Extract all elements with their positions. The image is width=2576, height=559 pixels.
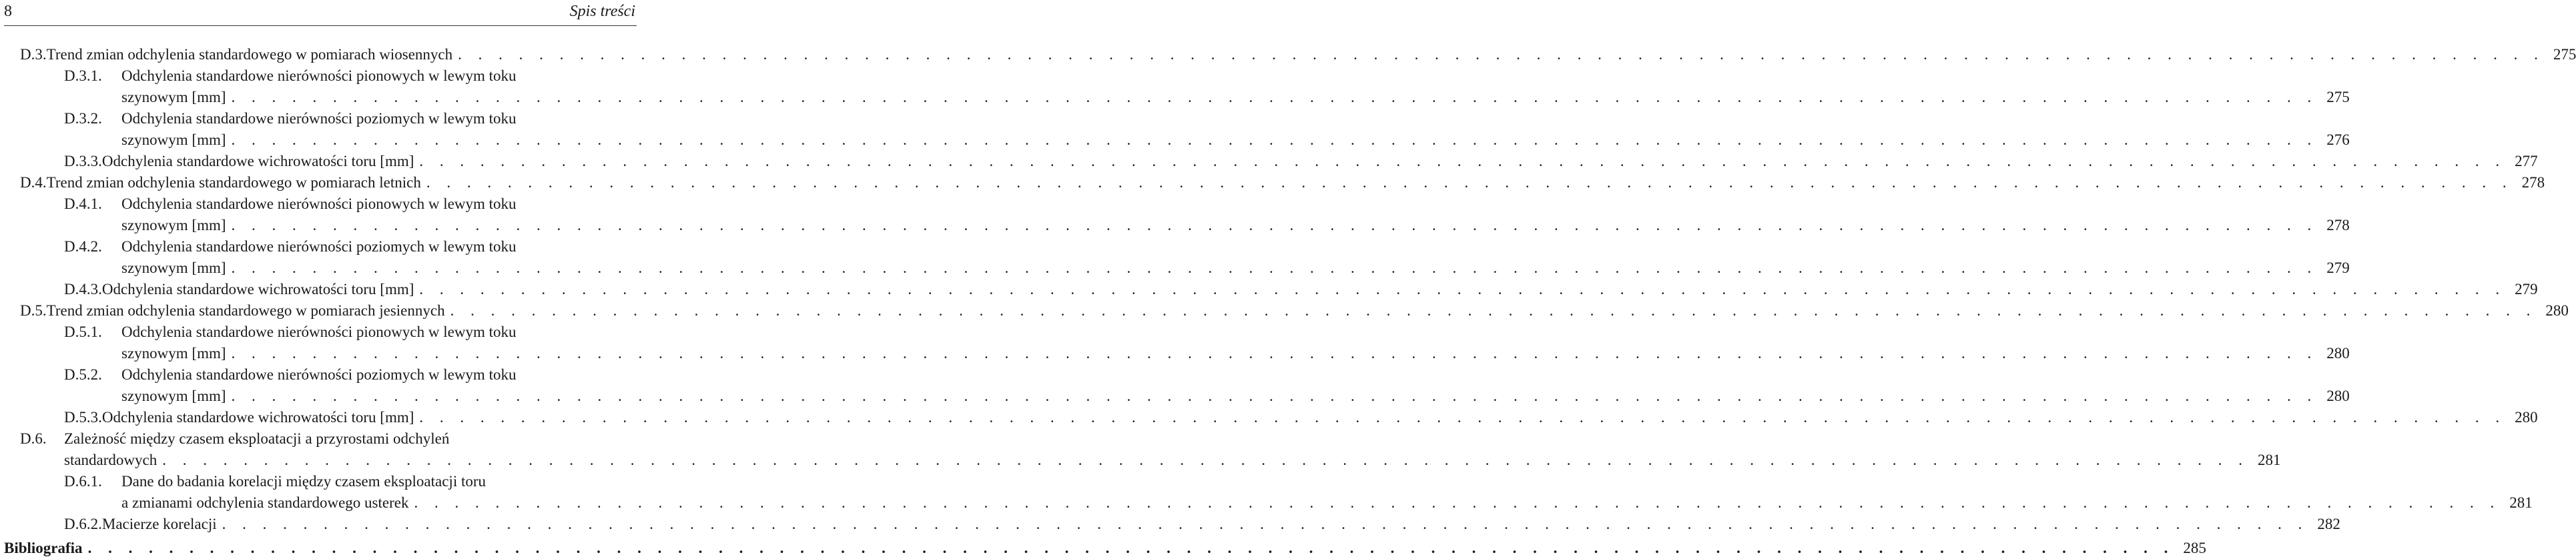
leader-dots: . . . . . . . . . . . . . . . . . . . . . . . . . . . . . . . . . . . . . . . . . . . . . . . . . . . . . . . . . . . . . . . . . . . . . . . . . . . . . . . . . . . . . . . . . . . . . . . . . . . . . . . <box>162 452 2249 468</box>
leader-dots: . . . . . . . . . . . . . . . . . . . . . . . . . . . . . . . . . . . . . . . . . . . . . . . . . . . . . . . . . . . . . . . . . . . . . . . . . . . . . . . . . . . . . . . . . . . . . . . . . . . . . . . <box>419 409 2506 426</box>
leader-dots: . . . . . . . . . . . . . . . . . . . . . . . . . . . . . . . . . . . . . . . . . . . . . . . . . . . . . . . . . . . . . . . . . . . . . . . . . . . . . . . . . . . . . . . . . . . . . . . . . . . . . . . <box>419 153 2506 169</box>
toc-entry-title: Odchylenia standardowe wichrowatości toru [mm] <box>101 153 414 169</box>
leader-dots: . . . . . . . . . . . . . . . . . . . . . . . . . . . . . . . . . . . . . . . . . . . . . . . . . . . . . . . . . . . . . . . . . . . . . . . . . . . . . . . . . . . . . . . . . . . . . . . . . . . . . . . <box>231 388 2318 404</box>
toc-entry-title-continued: szynowym [mm] <box>121 131 226 148</box>
toc-entry-title-continued: szynowym [mm] <box>121 388 226 404</box>
toc-entry-number: D.3.1. <box>64 67 102 84</box>
toc-entry-d4[interactable] <box>20 172 2545 193</box>
toc-entry-page: 280 <box>2545 302 2569 319</box>
toc-entry-page: 277 <box>2515 153 2538 169</box>
toc-entry-title: Odchylenia standardowe nierówności pionowych w lewym toku <box>121 324 517 340</box>
toc-entry-d3-3[interactable] <box>64 151 2538 172</box>
toc-entry-title: Odchylenia standardowe nierówności poziomych w lewym toku <box>121 366 517 383</box>
toc-entry-d5[interactable] <box>20 300 2569 322</box>
toc-entry-title-continued: szynowym [mm] <box>121 89 226 105</box>
toc-entry-number: D.3.3. <box>64 153 102 169</box>
toc-entry-number: D.5.2. <box>64 366 102 383</box>
toc-entry-page: 276 <box>2326 131 2350 148</box>
toc-entry-d3[interactable] <box>20 44 2576 65</box>
toc-entry-page: 278 <box>2326 217 2350 233</box>
toc-entry-title-continued: szynowym [mm] <box>121 217 226 233</box>
leader-dots: . . . . . . . . . . . . . . . . . . . . . . . . . . . . . . . . . . . . . . . . . . . . . . . . . . . . . . . . . . . . . . . . . . . . . . . . . . . . . . . . . . . . . . . . . . . . . . . . . . . . . . . <box>426 174 2513 191</box>
toc-entry-title: Trend zmian odchylenia standardowego w pomiarach jesiennych <box>46 302 445 319</box>
toc-entry-page: 281 <box>2509 494 2533 511</box>
toc-entry-title: Odchylenia standardowe wichrowatości toru [mm] <box>101 409 414 426</box>
toc-entry-number: D.6.2. <box>64 516 102 532</box>
toc-entry-number: D.5. <box>20 302 47 319</box>
leader-dots: . . . . . . . . . . . . . . . . . . . . . . . . . . . . . . . . . . . . . . . . . . . . . . . . . . . . . . . . . . . . . . . . . . . . . . . . . . . . . . . . . . . . . . . . . . . . . . . . . . . . . . . <box>231 259 2318 276</box>
page-number: 8 <box>4 3 12 20</box>
leader-dots: . . . . . . . . . . . . . . . . . . . . . . . . . . . . . . . . . . . . . . . . . . . . . . . . . . . . . . . . . . . . . . . . . . . . . . . . . . . . . . . . . . . . . . . . . . . . . . . . . . . . . . . <box>231 131 2318 148</box>
toc-entry-d5-1-second-line[interactable] <box>121 343 2350 364</box>
toc-entry-d6-1-second-line[interactable] <box>121 492 2533 514</box>
toc-entry-title-continued: standardowych <box>64 452 157 468</box>
toc-entry-d5-3[interactable] <box>64 407 2538 428</box>
leader-dots: . . . . . . . . . . . . . . . . . . . . . . . . . . . . . . . . . . . . . . . . . . . . . . . . . . . . . . . . . . . . . . . . . . . . . . . . . . . . . . . . . . . . . . . . . . . . . . . . . . . . . . . <box>414 494 2501 511</box>
toc-entry-title: Odchylenia standardowe nierówności poziomych w lewym toku <box>121 238 517 255</box>
leader-dots: . . . . . . . . . . . . . . . . . . . . . . . . . . . . . . . . . . . . . . . . . . . . . . . . . . . . . . . . . . . . . . . . . . . . . . . . . . . . . . . . . . . . . . . . . . . . . . . . . . . . . . . <box>222 516 2308 532</box>
toc-entry-title: Dane do badania korelacji między czasem eksploatacji toru <box>121 473 487 490</box>
toc-entry-page: 281 <box>2258 452 2281 468</box>
leader-dots: . . . . . . . . . . . . . . . . . . . . . . . . . . . . . . . . . . . . . . . . . . . . . . . . . . . . . . . . . . . . . . . . . . . . . . . . . . . . . . . . . . . . . . . . . . . . . . . . . . . . . . . <box>231 345 2318 362</box>
toc-entry-page: 275 <box>2553 46 2576 63</box>
toc-entry-number: D.3.2. <box>64 110 102 127</box>
toc-entry-title: Odchylenia standardowe wichrowatości toru [mm] <box>101 281 414 298</box>
toc-entry-number: D.5.1. <box>64 324 102 340</box>
toc-entry-title-continued: szynowym [mm] <box>121 345 226 362</box>
toc-entry-title: Odchylenia standardowe nierówności poziomych w lewym toku <box>121 110 517 127</box>
toc-entry-title: Odchylenia standardowe nierówności pionowych w lewym toku <box>121 67 517 84</box>
toc-entry-d3-1-second-line[interactable] <box>121 87 2350 108</box>
leader-dots: . . . . . . . . . . . . . . . . . . . . . . . . . . . . . . . . . . . . . . . . . . . . . . . . . . . . . . . . . . . . . . . . . . . . . . . . . . . . . . . . . . . . . . . . . . . . . . . . . . . . . . . <box>231 89 2318 105</box>
toc-entry-d4-2-second-line[interactable] <box>121 257 2350 279</box>
toc-entry-title: Zależność między czasem eksploatacji a przyrostami odchyleń <box>64 430 450 447</box>
toc-entry-page: 285 <box>2183 540 2206 556</box>
toc-entry-bibliography[interactable] <box>4 538 2206 559</box>
toc-entry-title: Bibliografia <box>4 540 83 556</box>
toc-entry-page: 275 <box>2326 89 2350 105</box>
toc-entry-d3-2-second-line[interactable] <box>121 129 2350 151</box>
running-title: Spis treści <box>569 3 635 20</box>
toc-entry-number: D.4. <box>20 174 47 191</box>
toc-entry-page: 280 <box>2326 345 2350 362</box>
toc-entry-title: Trend zmian odchylenia standardowego w pomiarach wiosennych <box>46 46 453 63</box>
toc-entry-d5-2-second-line[interactable] <box>121 386 2350 407</box>
toc-entry-number: D.4.1. <box>64 195 102 212</box>
toc-entry-d4-1-second-line[interactable] <box>121 215 2350 236</box>
toc-entry-page: 280 <box>2326 388 2350 404</box>
running-header <box>4 1 637 26</box>
toc-entry-page: 278 <box>2521 174 2545 191</box>
toc-entry-number: D.4.2. <box>64 238 102 255</box>
toc-entry-page: 282 <box>2317 516 2340 532</box>
leader-dots: . . . . . . . . . . . . . . . . . . . . . . . . . . . . . . . . . . . . . . . . . . . . . . . . . . . . . . . . . . . . . . . . . . . . . . . . . . . . . . . . . . . . . . . . . . . . . . . . . . . . . . . <box>87 540 2174 556</box>
toc-entry-title-continued: a zmianami odchylenia standardowego usterek <box>121 494 409 511</box>
toc-entry-title-continued: szynowym [mm] <box>121 259 226 276</box>
toc-entry-page: 279 <box>2326 259 2350 276</box>
toc-entry-d4-3[interactable] <box>64 279 2538 300</box>
toc-entry-number: D.6. <box>20 430 47 447</box>
toc-entry-title: Macierze korelacji <box>101 516 217 532</box>
toc-entry-number: D.5.3. <box>64 409 102 426</box>
toc-entry-number: D.6.1. <box>64 473 102 490</box>
toc-entry-title: Odchylenia standardowe nierówności pionowych w lewym toku <box>121 195 517 212</box>
leader-dots: . . . . . . . . . . . . . . . . . . . . . . . . . . . . . . . . . . . . . . . . . . . . . . . . . . . . . . . . . . . . . . . . . . . . . . . . . . . . . . . . . . . . . . . . . . . . . . . . . . . . . . . <box>231 217 2318 233</box>
toc-entry-title: Trend zmian odchylenia standardowego w pomiarach letnich <box>46 174 421 191</box>
toc-entry-d6-2[interactable] <box>64 514 2340 535</box>
toc-entry-page: 280 <box>2515 409 2538 426</box>
toc-entry-number: D.4.3. <box>64 281 102 298</box>
leader-dots: . . . . . . . . . . . . . . . . . . . . . . . . . . . . . . . . . . . . . . . . . . . . . . . . . . . . . . . . . . . . . . . . . . . . . . . . . . . . . . . . . . . . . . . . . . . . . . . . . . . . . . . <box>450 302 2537 319</box>
leader-dots: . . . . . . . . . . . . . . . . . . . . . . . . . . . . . . . . . . . . . . . . . . . . . . . . . . . . . . . . . . . . . . . . . . . . . . . . . . . . . . . . . . . . . . . . . . . . . . . . . . . . . . . <box>419 281 2506 298</box>
leader-dots: . . . . . . . . . . . . . . . . . . . . . . . . . . . . . . . . . . . . . . . . . . . . . . . . . . . . . . . . . . . . . . . . . . . . . . . . . . . . . . . . . . . . . . . . . . . . . . . . . . . . . . . <box>458 46 2545 63</box>
toc-entry-page: 279 <box>2515 281 2538 298</box>
toc-entry-d6-second-line[interactable] <box>64 450 2281 471</box>
toc-entry-number: D.3. <box>20 46 47 63</box>
